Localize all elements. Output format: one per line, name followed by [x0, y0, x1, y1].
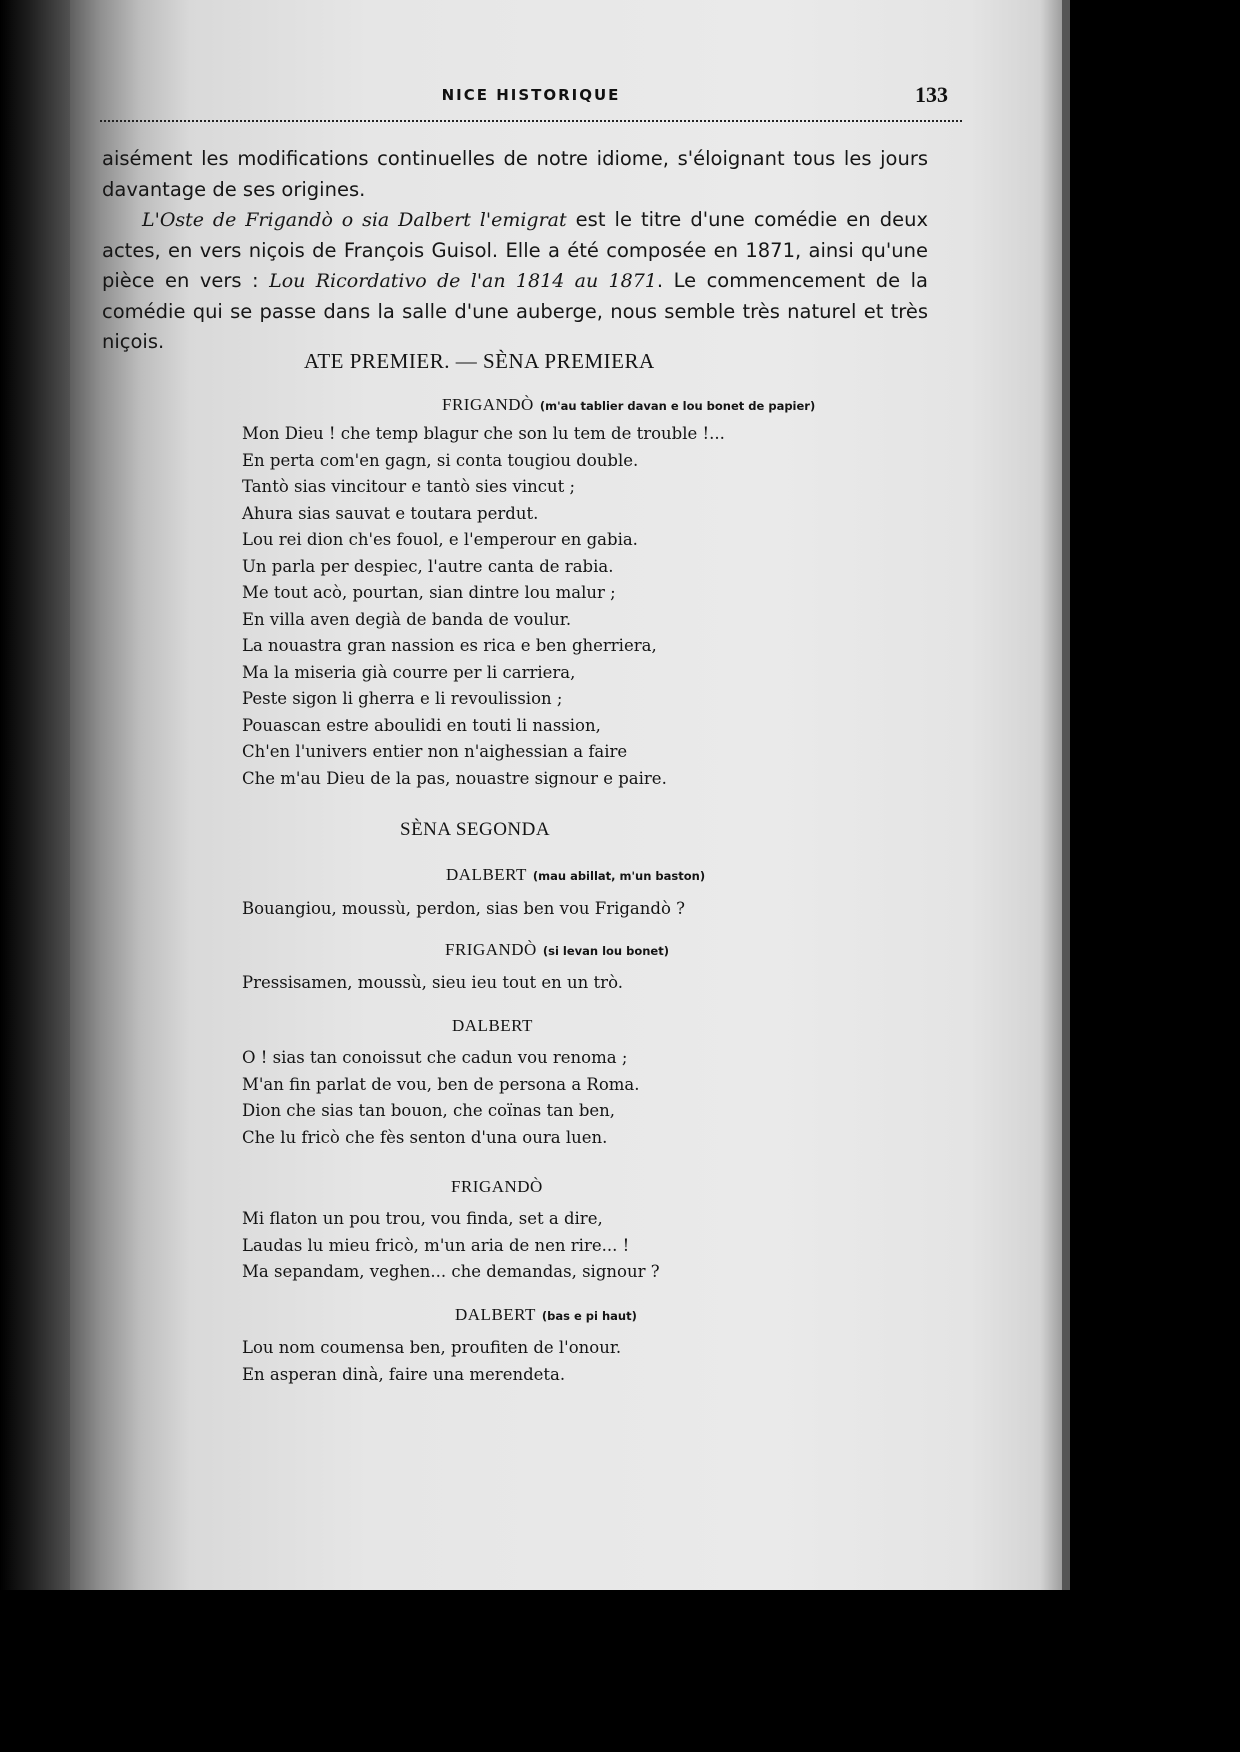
- stage-direction: (mau abillat, m'un baston): [532, 869, 706, 883]
- verse-block-5: [242, 1206, 660, 1286]
- verse-line: Pressisamen, moussù, sieu ieu tout en un trò.: [242, 973, 623, 992]
- verse-line: Lou nom coumensa ben, proufiten de l'onour.: [242, 1338, 622, 1357]
- verse-line: Tantò sias vincitour e tantò sies vincut ;: [242, 477, 576, 496]
- play-title: L'Oste de Frigandò o sia Dalbert l'emigrat: [142, 209, 567, 231]
- speaker-name: FRIGANDÒ: [451, 1177, 543, 1196]
- verse-block-3: [242, 970, 623, 997]
- speaker-name: FRIGANDÒ: [442, 395, 534, 414]
- speaker-dalbert-1: [446, 865, 705, 885]
- verse-line: En asperan dinà, faire una merendeta.: [242, 1364, 566, 1384]
- verse-line: Mi flaton un pou trou, vou finda, set a dire,: [242, 1209, 603, 1228]
- verse-line: Un parla per despiec, l'autre canta de rabia.: [242, 556, 614, 576]
- verse-line: Me tout acò, pourtan, sian dintre lou malur ;: [242, 583, 616, 602]
- verse-line: Ma la miseria già courre per li carriera,: [242, 662, 576, 682]
- verse-block-4: [242, 1045, 640, 1151]
- speaker-name: FRIGANDÒ: [445, 940, 537, 959]
- second-play-title: Lou Ricordativo de l'an 1814 au 1871: [269, 270, 657, 292]
- intro-p2-mid: est le titre d'une comédie en deux actes, en vers niçois de François Guisol. Elle a été composée en 1871, ainsi qu'une pièce en vers :: [102, 208, 928, 292]
- running-title: NICE HISTORIQUE: [441, 86, 621, 104]
- verse-block-1: [242, 421, 725, 792]
- page-number: 133: [915, 82, 948, 107]
- running-head: [100, 84, 962, 122]
- page-right-edge: [1062, 0, 1070, 1590]
- verse-line: Che lu fricò che fès senton d'una oura luen.: [242, 1127, 608, 1147]
- speaker-dalbert-2: [452, 1016, 533, 1036]
- verse-line: La nouastra gran nassion es rica e ben gherriera,: [242, 636, 657, 655]
- verse-line: Ch'en l'univers entier non n'aighessian a faire: [242, 742, 628, 761]
- verse-line: Pouascan estre aboulidi en touti li nassion,: [242, 715, 601, 735]
- scene-title: SÈNA SEGONDA: [400, 819, 551, 840]
- speaker-frigando-2: [445, 940, 669, 960]
- verse-line: Mon Dieu ! che temp blagur che son lu tem de trouble !...: [242, 424, 725, 443]
- verse-line: Dion che sias tan bouon, che coïnas tan ben,: [242, 1101, 616, 1120]
- verse-line: En villa aven degià de banda de voulur.: [242, 609, 572, 629]
- verse-line: Ma sepandam, veghen... che demandas, signour ?: [242, 1262, 660, 1281]
- stage-direction: (si levan lou bonet): [542, 944, 669, 958]
- intro-text: [102, 144, 928, 358]
- speaker-dalbert-3: [455, 1305, 637, 1325]
- stage-direction: (bas e pi haut): [541, 1309, 637, 1323]
- verse-line: Lou rei dion ch'es fouol, e l'emperour en gabia.: [242, 530, 638, 549]
- scan-background: [0, 1590, 1240, 1752]
- verse-line: O ! sias tan conoissut che cadun vou renoma ;: [242, 1048, 628, 1067]
- book-page: [70, 0, 1070, 1590]
- intro-paragraph-1: aisément les modifications continuelles de notre idiome, s'éloignant tous les jours davantage de ses origines.: [102, 147, 928, 201]
- verse-line: Laudas lu mieu fricò, m'un aria de nen rire... !: [242, 1235, 630, 1255]
- speaker-name: DALBERT: [446, 865, 527, 884]
- verse-line: En perta com'en gagn, si conta tougiou double.: [242, 450, 639, 470]
- stage-direction: (m'au tablier davan e lou bonet de papier): [539, 399, 816, 413]
- act-title: ATE PREMIER. — SÈNA PREMIERA: [304, 349, 655, 373]
- speaker-frigando-1: [442, 395, 815, 415]
- intro-paragraph-2: [102, 205, 928, 358]
- speaker-frigando-3: [451, 1177, 543, 1197]
- verse-line: Che m'au Dieu de la pas, nouastre signour e paire.: [242, 768, 667, 788]
- speaker-name: DALBERT: [452, 1016, 533, 1035]
- verse-block-6: [242, 1335, 621, 1388]
- verse-line: Peste sigon li gherra e li revoulission ;: [242, 689, 563, 708]
- intro-p2-end: . Le commencement de la comédie qui se passe dans la salle d'une auberge, nous semble très naturel et très niçois.: [102, 269, 929, 353]
- verse-line: Ahura sias sauvat e toutara perdut.: [242, 503, 539, 523]
- verse-block-2: [242, 896, 685, 923]
- verse-line: Bouangiou, moussù, perdon, sias ben vou Frigandò ?: [242, 899, 685, 918]
- speaker-name: DALBERT: [455, 1305, 536, 1324]
- verse-line: M'an fin parlat de vou, ben de persona a Roma.: [242, 1074, 640, 1094]
